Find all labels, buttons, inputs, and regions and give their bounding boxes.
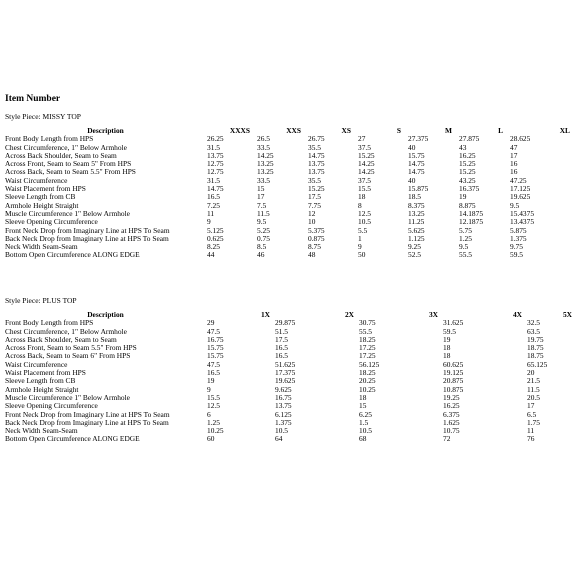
measurement-value: 5.375 (308, 226, 325, 235)
size-header: 2X (344, 311, 354, 319)
table-row (4, 411, 576, 419)
measurement-description: Armhole Height Straight (5, 385, 79, 394)
measurement-value: 18.75 (527, 344, 544, 353)
measurement-value: 18.5 (408, 193, 421, 202)
measurement-value: 10.5 (359, 427, 372, 436)
measurement-description: Waist Placement from HPS (5, 185, 86, 194)
measurement-value: 5.875 (510, 226, 527, 235)
measurement-description: Back Neck Drop from Imaginary Line at HPS To Seam (5, 418, 169, 427)
table-row (4, 185, 576, 193)
size-header: M (445, 127, 452, 135)
measurement-description: Waist Placement from HPS (5, 369, 86, 378)
measurement-value: 19 (207, 377, 215, 386)
measurement-description: Armhole Height Straight (5, 201, 79, 210)
measurement-description: Bottom Open Circumference ALONG EDGE (5, 435, 140, 444)
measurement-value: 55.5 (459, 251, 472, 260)
table-row (4, 135, 576, 143)
measurement-value: 16 (510, 168, 518, 177)
measurement-value: 17.5 (308, 193, 321, 202)
measurement-value: 17.25 (359, 344, 376, 353)
measurement-value: 37.5 (358, 143, 371, 152)
measurement-value: 32.5 (527, 319, 540, 328)
table-row (4, 402, 576, 410)
measurement-description: Chest Circumference, 1" Below Armhole (5, 327, 127, 336)
measurement-value: 19 (443, 335, 451, 344)
measurement-value: 14.75 (207, 185, 224, 194)
measurement-description: Sleeve Opening Circumference (5, 402, 98, 411)
measurement-value: 19.75 (527, 335, 544, 344)
measurement-value: 26.25 (207, 135, 224, 144)
measurement-value: 13.75 (308, 168, 325, 177)
measurement-value: 0.875 (308, 234, 325, 243)
measurement-value: 5.5 (358, 226, 368, 235)
measurement-description: Across Front, Seam to Seam 5.5" From HPS (5, 344, 137, 353)
plus-style-label: Style Piece: PLUS TOP (5, 296, 77, 305)
missy-style-label: Style Piece: MISSY TOP (5, 112, 81, 121)
measurement-value: 17.125 (510, 185, 531, 194)
description-header: Description (87, 127, 124, 135)
measurement-description: Back Neck Drop from Imaginary Line at HPS To Seam (5, 234, 169, 243)
measurement-value: 72 (443, 435, 451, 444)
measurement-value: 17 (527, 402, 535, 411)
measurement-value: 15.75 (408, 151, 425, 160)
table-row (4, 336, 576, 344)
table-row (4, 202, 576, 210)
size-header: L (498, 127, 503, 135)
measurement-value: 0.75 (257, 234, 270, 243)
measurement-value: 19 (459, 193, 467, 202)
measurement-value: 9 (358, 243, 362, 252)
measurement-value: 56.125 (359, 360, 380, 369)
measurement-value: 18 (359, 393, 367, 402)
size-header: XXS (286, 127, 301, 135)
measurement-value: 15.75 (207, 352, 224, 361)
measurement-value: 10 (308, 218, 316, 227)
measurement-description: Muscle Circumference 1" Below Armhole (5, 209, 130, 218)
measurement-value: 18 (358, 193, 366, 202)
measurement-value: 18.25 (359, 335, 376, 344)
measurement-value: 21.5 (527, 377, 540, 386)
measurement-value: 10.5 (358, 218, 371, 227)
plus-table-body (4, 319, 576, 443)
measurement-value: 27.375 (408, 135, 429, 144)
measurement-value: 18.25 (359, 369, 376, 378)
measurement-value: 7.25 (207, 201, 220, 210)
measurement-value: 15.5 (358, 185, 371, 194)
size-header: XL (559, 127, 570, 135)
measurement-value: 17.5 (275, 335, 288, 344)
measurement-value: 5.125 (207, 226, 224, 235)
measurement-description: Chest Circumference, 1" Below Armhole (5, 143, 127, 152)
missy-spec-table (4, 127, 576, 260)
measurement-value: 8.875 (459, 201, 476, 210)
plus-header-row (4, 311, 576, 319)
measurement-value: 8 (358, 201, 362, 210)
measurement-value: 60 (207, 435, 215, 444)
measurement-value: 19.125 (443, 369, 464, 378)
measurement-description: Waist Circumference (5, 176, 68, 185)
table-row (4, 235, 576, 243)
measurement-value: 1.125 (408, 234, 425, 243)
measurement-value: 1 (358, 234, 362, 243)
measurement-value: 43.25 (459, 176, 476, 185)
measurement-value: 14.25 (358, 168, 375, 177)
measurement-value: 35.5 (308, 176, 321, 185)
measurement-value: 12.75 (207, 160, 224, 169)
measurement-value: 8.375 (408, 201, 425, 210)
measurement-value: 20.875 (443, 377, 464, 386)
measurement-value: 13.75 (275, 402, 292, 411)
measurement-value: 27 (358, 135, 366, 144)
measurement-value: 16.75 (207, 335, 224, 344)
size-header: S (396, 127, 401, 135)
table-row (4, 218, 576, 226)
size-header: 5X (562, 311, 572, 319)
measurement-value: 1.625 (443, 418, 460, 427)
measurement-value: 14.75 (308, 151, 325, 160)
measurement-value: 59.5 (510, 251, 523, 260)
measurement-value: 31.625 (443, 319, 464, 328)
table-row (4, 319, 576, 327)
measurement-value: 59.5 (443, 327, 456, 336)
measurement-value: 51.625 (275, 360, 296, 369)
measurement-value: 50 (358, 251, 366, 260)
measurement-value: 76 (527, 435, 535, 444)
measurement-value: 17.25 (359, 352, 376, 361)
measurement-value: 11 (207, 209, 215, 218)
measurement-value: 28.625 (510, 135, 531, 144)
measurement-description: Sleeve Opening Circumference (5, 218, 98, 227)
measurement-value: 9.25 (408, 243, 421, 252)
measurement-value: 15 (359, 402, 367, 411)
table-row (4, 328, 576, 336)
measurement-value: 16.375 (459, 185, 480, 194)
item-number-heading: Item Number (5, 94, 61, 104)
measurement-value: 17 (257, 193, 265, 202)
measurement-value: 9.5 (510, 201, 520, 210)
table-row (4, 427, 576, 435)
table-row (4, 369, 576, 377)
table-row (4, 168, 576, 176)
measurement-value: 14.75 (408, 160, 425, 169)
measurement-value: 47.5 (207, 360, 220, 369)
measurement-value: 29 (207, 319, 215, 328)
measurement-value: 6.5 (527, 410, 537, 419)
measurement-value: 15.75 (207, 344, 224, 353)
measurement-value: 1.25 (207, 418, 220, 427)
measurement-value: 18 (443, 344, 451, 353)
measurement-description: Sleeve Length from CB (5, 193, 76, 202)
measurement-description: Across Back Shoulder, Seam to Seam (5, 151, 117, 160)
size-header: XS (341, 127, 351, 135)
measurement-value: 13.25 (257, 160, 274, 169)
size-header: 3X (428, 311, 438, 319)
measurement-description: Bottom Open Circumference ALONG EDGE (5, 251, 140, 260)
measurement-value: 48 (308, 251, 316, 260)
table-row (4, 386, 576, 394)
measurement-value: 9.5 (257, 218, 267, 227)
size-header: XXXS (229, 127, 250, 135)
size-header: 4X (512, 311, 522, 319)
measurement-value: 65.125 (527, 360, 548, 369)
table-row (4, 344, 576, 352)
measurement-value: 10.75 (443, 427, 460, 436)
measurement-value: 14.25 (358, 160, 375, 169)
measurement-value: 47.5 (207, 327, 220, 336)
measurement-value: 40 (408, 176, 416, 185)
measurement-value: 15.25 (459, 160, 476, 169)
measurement-value: 7.5 (257, 201, 267, 210)
measurement-value: 47 (510, 143, 518, 152)
measurement-value: 15.25 (308, 185, 325, 194)
measurement-value: 17.375 (275, 369, 296, 378)
measurement-value: 14.1875 (459, 209, 484, 218)
measurement-value: 44 (207, 251, 215, 260)
measurement-description: Across Back, Seam to Seam 5.5" From HPS (5, 168, 136, 177)
measurement-value: 1.75 (527, 418, 540, 427)
measurement-value: 8.75 (308, 243, 321, 252)
table-row (4, 160, 576, 168)
missy-table-body (4, 135, 576, 259)
measurement-description: Front Body Length from HPS (5, 319, 94, 328)
measurement-value: 27.875 (459, 135, 480, 144)
measurement-value: 26.75 (308, 135, 325, 144)
measurement-value: 16.5 (275, 344, 288, 353)
measurement-description: Across Back Shoulder, Seam to Seam (5, 335, 117, 344)
measurement-value: 15.25 (459, 168, 476, 177)
measurement-value: 6.375 (443, 410, 460, 419)
measurement-value: 11.25 (408, 218, 425, 227)
measurement-description: Front Neck Drop from Imaginary Line at HPS To Seam (5, 410, 170, 419)
table-row (4, 377, 576, 385)
measurement-value: 12.5 (358, 209, 371, 218)
measurement-value: 63.5 (527, 327, 540, 336)
measurement-description: Muscle Circumference 1" Below Armhole (5, 393, 130, 402)
measurement-value: 10.25 (359, 385, 376, 394)
table-row (4, 144, 576, 152)
measurement-value: 19.625 (510, 193, 531, 202)
measurement-value: 51.5 (275, 327, 288, 336)
measurement-value: 16.5 (207, 193, 220, 202)
measurement-value: 16.75 (275, 393, 292, 402)
measurement-value: 29.875 (275, 319, 296, 328)
measurement-value: 14.75 (408, 168, 425, 177)
measurement-value: 10.25 (207, 427, 224, 436)
table-row (4, 243, 576, 251)
measurement-value: 35.5 (308, 143, 321, 152)
measurement-value: 11 (527, 427, 535, 436)
measurement-value: 26.5 (257, 135, 270, 144)
measurement-value: 13.75 (207, 151, 224, 160)
measurement-value: 19.625 (275, 377, 296, 386)
measurement-description: Neck Width Seam-Seam (5, 427, 78, 436)
measurement-value: 16.5 (275, 352, 288, 361)
table-row (4, 352, 576, 360)
measurement-value: 5.75 (459, 226, 472, 235)
measurement-description: Front Neck Drop from Imaginary Line at HPS To Seam (5, 226, 170, 235)
table-row (4, 193, 576, 201)
measurement-value: 17 (510, 151, 518, 160)
measurement-value: 11.5 (257, 209, 270, 218)
measurement-value: 1.5 (359, 418, 369, 427)
measurement-value: 20 (527, 369, 535, 378)
measurement-value: 6 (207, 410, 211, 419)
measurement-value: 16 (510, 160, 518, 169)
measurement-value: 12 (308, 209, 316, 218)
table-row (4, 435, 576, 443)
measurement-value: 52.5 (408, 251, 421, 260)
table-row (4, 152, 576, 160)
measurement-value: 33.5 (257, 176, 270, 185)
measurement-value: 5.625 (408, 226, 425, 235)
measurement-value: 15.4375 (510, 209, 535, 218)
measurement-description: Across Back, Seam to Seam 6" From HPS (5, 352, 131, 361)
measurement-value: 10.5 (275, 427, 288, 436)
missy-header-row (4, 127, 576, 135)
measurement-value: 18.75 (527, 352, 544, 361)
measurement-value: 12.1875 (459, 218, 484, 227)
measurement-description: Waist Circumference (5, 360, 68, 369)
measurement-value: 18 (443, 352, 451, 361)
measurement-value: 9.75 (510, 243, 523, 252)
measurement-value: 15.875 (408, 185, 429, 194)
measurement-value: 46 (257, 251, 265, 260)
measurement-value: 19.25 (443, 393, 460, 402)
measurement-value: 9.5 (459, 243, 469, 252)
measurement-value: 13.25 (257, 168, 274, 177)
measurement-value: 47.25 (510, 176, 527, 185)
measurement-value: 9.625 (275, 385, 292, 394)
measurement-value: 15.25 (358, 151, 375, 160)
measurement-value: 8.25 (207, 243, 220, 252)
measurement-value: 0.625 (207, 234, 224, 243)
measurement-value: 13.25 (408, 209, 425, 218)
measurement-value: 9 (207, 385, 211, 394)
table-row (4, 394, 576, 402)
measurement-value: 13.4375 (510, 218, 535, 227)
measurement-value: 5.25 (257, 226, 270, 235)
measurement-value: 55.5 (359, 327, 372, 336)
measurement-value: 1.25 (459, 234, 472, 243)
measurement-description: Neck Width Seam-Seam (5, 243, 78, 252)
measurement-value: 43 (459, 143, 467, 152)
table-row (4, 419, 576, 427)
measurement-value: 13.75 (308, 160, 325, 169)
plus-spec-table (4, 311, 576, 444)
measurement-value: 15.5 (207, 393, 220, 402)
measurement-description: Front Body Length from HPS (5, 135, 94, 144)
measurement-description: Across Front, Seam to Seam 5" From HPS (5, 160, 132, 169)
measurement-value: 16.25 (443, 402, 460, 411)
measurement-value: 6.25 (359, 410, 372, 419)
measurement-value: 8.5 (257, 243, 267, 252)
size-header: 1X (260, 311, 270, 319)
measurement-value: 11.5 (527, 385, 540, 394)
measurement-value: 7.75 (308, 201, 321, 210)
measurement-value: 12.5 (207, 402, 220, 411)
measurement-value: 31.5 (207, 143, 220, 152)
measurement-value: 1.375 (510, 234, 527, 243)
measurement-value: 14.25 (257, 151, 274, 160)
description-header: Description (87, 311, 124, 319)
table-row (4, 361, 576, 369)
measurement-value: 30.75 (359, 319, 376, 328)
measurement-value: 31.5 (207, 176, 220, 185)
measurement-value: 60.625 (443, 360, 464, 369)
measurement-value: 10.875 (443, 385, 464, 394)
measurement-description: Sleeve Length from CB (5, 377, 76, 386)
table-row (4, 177, 576, 185)
table-row (4, 251, 576, 259)
measurement-value: 12.75 (207, 168, 224, 177)
measurement-value: 64 (275, 435, 283, 444)
measurement-value: 16.5 (207, 369, 220, 378)
measurement-value: 20.5 (527, 393, 540, 402)
measurement-value: 16.25 (459, 151, 476, 160)
table-row (4, 210, 576, 218)
measurement-value: 37.5 (358, 176, 371, 185)
measurement-value: 6.125 (275, 410, 292, 419)
measurement-value: 68 (359, 435, 367, 444)
measurement-value: 33.5 (257, 143, 270, 152)
measurement-value: 9 (207, 218, 211, 227)
measurement-value: 20.25 (359, 377, 376, 386)
table-row (4, 227, 576, 235)
measurement-value: 40 (408, 143, 416, 152)
measurement-value: 1.375 (275, 418, 292, 427)
measurement-value: 15 (257, 185, 265, 194)
